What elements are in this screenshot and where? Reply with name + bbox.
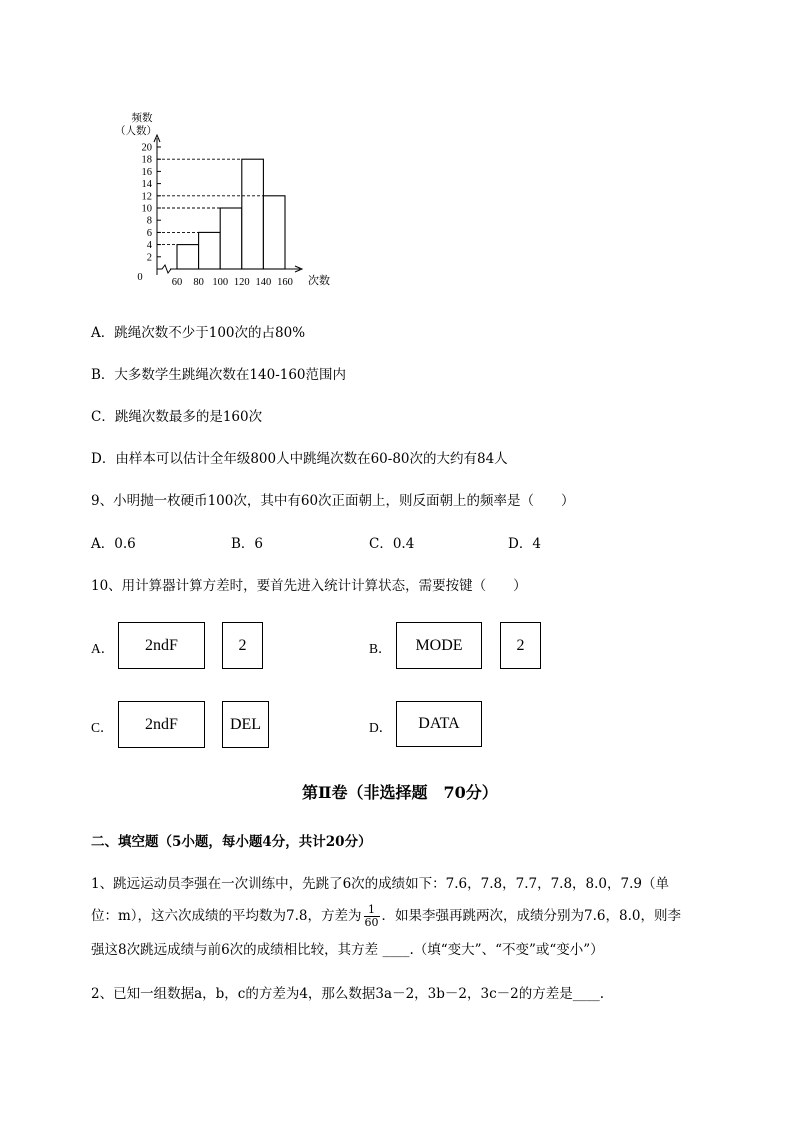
fill2-line: 2、已知一组数据a，b，c的方差为4，那么数据3a－2，3b－2，3c－2的方差是____. [91, 986, 605, 1002]
y-axis-label-line1: 频数 [131, 113, 153, 124]
q10-stem: 10、用计算器计算方差时，要首先进入统计计算状态，需要按键（ ） [91, 578, 527, 594]
section2-heading: 二、填空题（5小题，每小题4分，共计20分） [91, 834, 372, 850]
x-tick-label: 100 [212, 277, 229, 288]
fill1-line3: 强这8次跳远成绩与前6次的成绩相比较，其方差 ____.（填“变大”、“不变”或“变小”） [91, 942, 604, 958]
histogram-bar [263, 196, 285, 269]
x-tick-label: 60 [171, 277, 183, 288]
key-del: DEL [222, 701, 269, 748]
y-axis-label-line2: （人数） [115, 126, 157, 137]
fill1-line2 [91, 901, 681, 931]
q9-option-d: D．4 [508, 536, 541, 552]
q9-option-c: C．0.4 [369, 536, 415, 552]
y-tick-label: 4 [146, 240, 152, 252]
key-2: 2 [500, 622, 541, 669]
fraction-denominator: 60 [364, 915, 379, 929]
key-2ndf: 2ndF [118, 701, 205, 748]
q8-option-a: A．跳绳次数不少于100次的占80% [91, 325, 306, 341]
key-mode: MODE [396, 622, 482, 669]
histogram-bar [177, 245, 199, 269]
fraction-numerator: 1 [364, 904, 380, 917]
histogram-bar [242, 159, 264, 269]
q8-option-b: B．大多数学生跳绳次数在140-160范围内 [91, 367, 347, 383]
x-tick-label: 80 [193, 277, 204, 288]
x-tick-label: 140 [255, 277, 272, 288]
q8-option-c: C．跳绳次数最多的是160次 [91, 409, 263, 425]
fill1-line1: 1、跳远运动员李强在一次训练中，先跳了6次的成绩如下：7.6，7.8，7.7，7.8，8.0，7.9（单 [91, 876, 669, 892]
key-2: 2 [222, 622, 263, 669]
fill1-line2-after: ．如果李强再跳两次，成绩分别为7.6，8.0，则李 [381, 908, 681, 924]
histogram-bar [220, 208, 242, 269]
y-tick-label: 14 [141, 179, 152, 191]
histogram-chart [115, 108, 350, 293]
q10-option-d-label: D． [369, 720, 393, 735]
y-tick-label: 16 [141, 166, 152, 178]
y-tick-label: 2 [146, 252, 152, 264]
y-tick-label: 12 [141, 191, 152, 203]
q10-option-a-label: A． [91, 641, 115, 656]
axis-break-mark [157, 265, 171, 273]
y-tick-label: 6 [146, 227, 152, 239]
q9-stem: 9、小明抛一枚硬币100次，其中有60次正面朝上，则反面朝上的频率是（ ） [91, 493, 575, 509]
y-tick-label: 10 [141, 203, 152, 215]
q8-option-d: D．由样本可以估计全年级800人中跳绳次数在60-80次的大约有84人 [91, 451, 508, 467]
y-tick-label: 18 [141, 154, 152, 166]
q10-option-c-label: C． [91, 720, 114, 735]
histogram-bar [199, 232, 221, 269]
y-tick-label: 8 [146, 215, 152, 227]
q9-option-b: B．6 [231, 536, 264, 552]
origin-label: 0 [137, 272, 143, 283]
x-tick-label: 160 [277, 277, 293, 288]
part2-title: 第Ⅱ卷（非选择题 70分） [302, 783, 498, 802]
variance-fraction [364, 904, 380, 929]
key-data: DATA [396, 701, 482, 747]
x-tick-label: 120 [233, 277, 250, 288]
key-2ndf: 2ndF [118, 622, 205, 669]
q10-option-b-label: B． [369, 641, 392, 656]
q9-option-a: A．0.6 [91, 536, 136, 552]
fill1-line2-before: 位：m），这六次成绩的平均数为7.8，方差为 [91, 908, 362, 924]
y-tick-label: 20 [141, 142, 152, 154]
x-axis-label: 次数 [308, 275, 330, 287]
